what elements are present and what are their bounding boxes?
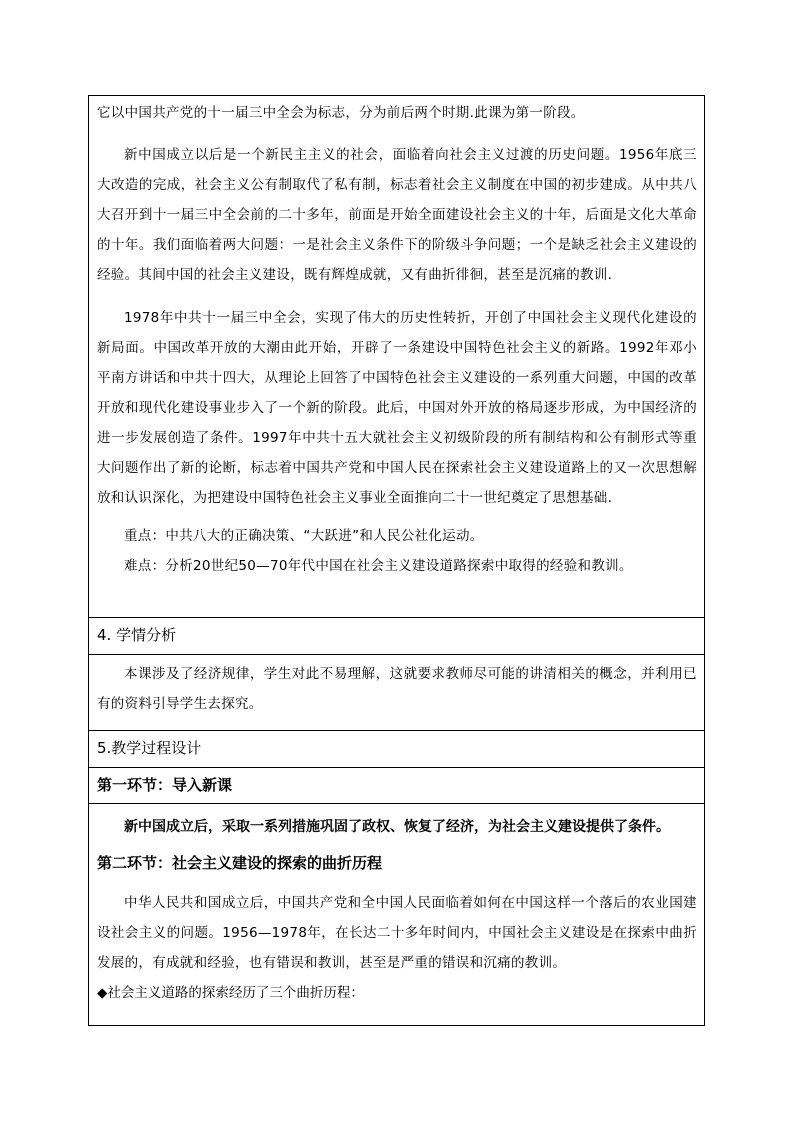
teaching-content-cell <box>89 804 704 1025</box>
step1-text: 新中国成立后，采取一系列措施巩固了政权、恢复了经济，为社会主义建设提供了条件。 <box>124 819 670 835</box>
step1-heading-cell <box>89 768 704 804</box>
analysis-heading: 4. 学情分析 <box>97 626 177 644</box>
key-point: 重点：中共八大的正确决策、“大跃进”和人民公社化运动。 <box>124 528 484 544</box>
step2-bullet: ◆社会主义道路的探索经历了三个曲折历程： <box>97 985 364 1001</box>
design-heading: 5.教学过程设计 <box>97 739 202 757</box>
difficulty-point: 难点：分析20世纪50—70年代中国在社会主义建设道路探索中取得的经验和教训。 <box>124 558 633 574</box>
step2-text: 中华人民共和国成立后，中国共产党和全中国人民面临着如何在中国这样一个落后的农业国建设社会主义的问题。1956—1978年，在长达二十多年时间内，中国社会主义建设是在探索中曲折发展的，有成就和经验，也有错误和教训，甚至是严重的错误和沉痛的教训。 <box>97 895 697 971</box>
intro-paragraph-1: 它以中国共产党的十一届三中全会为标志，分为前后两个时期.此课为第一阶段。 <box>97 105 585 121</box>
lesson-plan-table <box>88 95 705 1026</box>
intro-paragraph-3: 1978年中共十一届三中全会，实现了伟大的历史性转折，开创了中国社会主义现代化建设的新局面。中国改革开放的大潮由此开始，开辟了一条建设中国特色社会主义的新路。1992年邓小平南方讲话和中共十四大，从理论上回答了中国特色社会主义建设的一系列重大问题，中国的改革开放和现代化建设事业步入了一个新的阶段。此后，中国对外开放的格局逐步形成，为中国经济的进一步发展创造了条件。1997年中共十五大就社会主义初级阶段的所有制结构和公有制形式等重大问题作出了新的论断，标志着中国共产党和中国人民在探索社会主义建设道路上的又一次思想解放和认识深化，为把建设中国特色社会主义事业全面推向二十一世纪奠定了思想基础. <box>97 310 697 506</box>
analysis-cell <box>89 655 704 731</box>
intro-paragraph-2: 新中国成立以后是一个新民主主义的社会，面临着向社会主义过渡的历史问题。1956年底三大改造的完成，社会主义公有制取代了私有制，标志着社会主义制度在中国的初步建成。从中共八大召开到十一届三中全会前的二十多年，前面是开始全面建设社会主义的十年，后面是文化大革命的十年。我们面临着两大问题：一是社会主义条件下的阶级斗争问题；一个是缺乏社会主义建设的经验。其间中国的社会主义建设，既有辉煌成就，又有曲折徘徊，甚至是沉痛的教训. <box>97 147 697 283</box>
step1-heading: 第一环节：导入新课 <box>97 776 233 794</box>
design-heading-cell <box>89 731 704 768</box>
analysis-text: 本课涉及了经济规律，学生对此不易理解，这就要求教师尽可能的讲清相关的概念，并利用已有的资料引导学生去探究。 <box>97 666 697 712</box>
analysis-heading-cell <box>89 618 704 655</box>
intro-cell <box>89 96 704 618</box>
step2-heading: 第二环节：社会主义建设的探索的曲折历程 <box>97 854 383 872</box>
